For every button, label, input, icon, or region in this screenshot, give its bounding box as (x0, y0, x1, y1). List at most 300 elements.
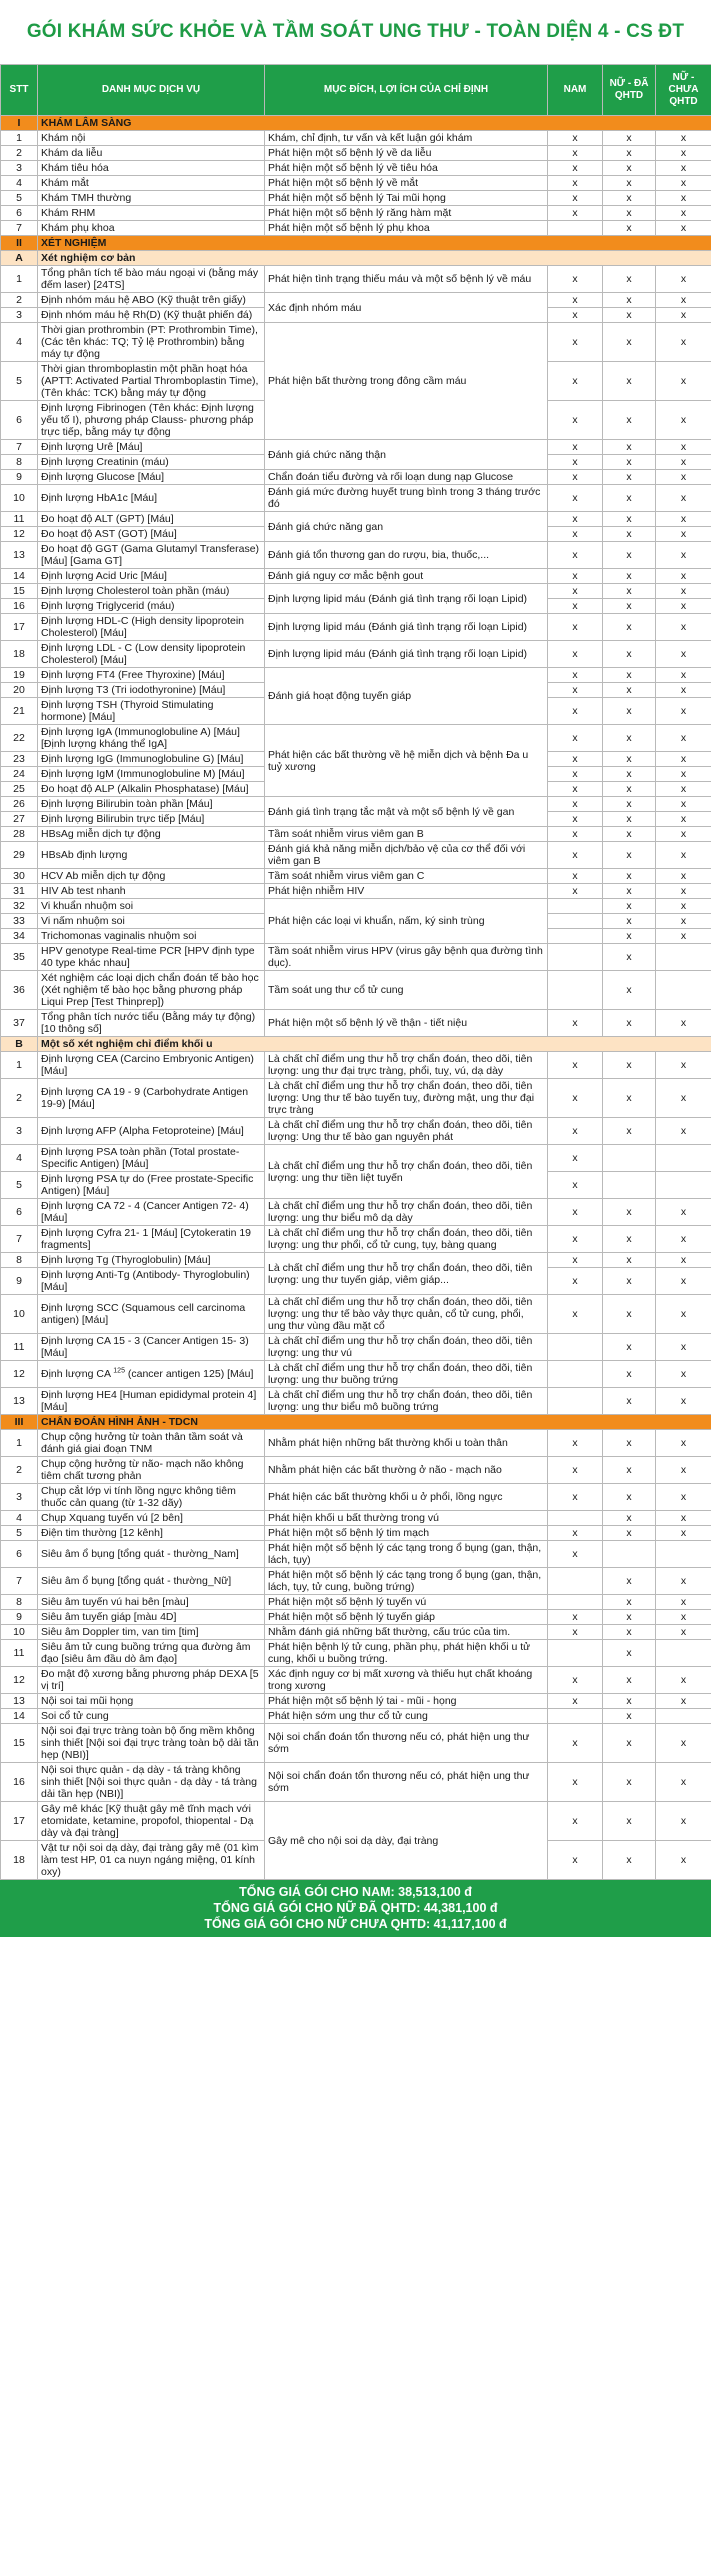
row-purpose: Đánh giá khả năng miễn dịch/bảo vệ của cơ thể đối với viêm gan B (265, 842, 548, 869)
row-mark-nam: x (548, 1268, 603, 1295)
row-mark-da: x (603, 725, 656, 752)
row-service: Tổng phân tích nước tiểu (Bằng máy tự động) [10 thông số] (38, 1010, 265, 1037)
row-service: Siêu âm Doppler tim, van tim [tim] (38, 1625, 265, 1640)
row-mark-nam: x (548, 527, 603, 542)
row-mark-da: x (603, 599, 656, 614)
row-purpose: Phát hiện một số bệnh lý tuyến giáp (265, 1610, 548, 1625)
row-purpose: Định lượng lipid máu (Đánh giá tình trạng rối loạn Lipid) (265, 641, 548, 668)
row-mark-da: x (603, 1802, 656, 1841)
row-mark-da: x (603, 971, 656, 1010)
row-mark-chua: x (656, 440, 711, 455)
row-mark-nam (548, 1388, 603, 1415)
row-mark-da: x (603, 470, 656, 485)
row-service: Xét nghiệm các loại dịch chẩn đoán tế bào học (Xét nghiệm tế bào học bằng phương pháp Liqui Prep [Test Thinprep]) (38, 971, 265, 1010)
row-mark-chua: x (656, 1841, 711, 1880)
row-stt: 13 (1, 542, 38, 569)
header-stt: STT (1, 65, 38, 116)
row-mark-nam: x (548, 131, 603, 146)
row-mark-chua: x (656, 842, 711, 869)
row-service: Tổng phân tích tế bào máu ngoại vi (bằng máy đếm laser) [24TS] (38, 266, 265, 293)
row-stt: 18 (1, 641, 38, 668)
row-purpose: Phát hiện nhiễm HIV (265, 884, 548, 899)
row-mark-chua: x (656, 1295, 711, 1334)
row-service: Đo mật độ xương bằng phương pháp DEXA [5 vị trí] (38, 1667, 265, 1694)
row-mark-chua: x (656, 1457, 711, 1484)
table-row (1, 884, 711, 899)
row-mark-da: x (603, 584, 656, 599)
row-mark-nam: x (548, 323, 603, 362)
row-mark-nam: x (548, 1172, 603, 1199)
row-mark-nam: x (548, 812, 603, 827)
row-mark-nam: x (548, 782, 603, 797)
row-mark-nam (548, 1361, 603, 1388)
row-stt: 2 (1, 1079, 38, 1118)
row-mark-da: x (603, 569, 656, 584)
row-stt: 34 (1, 929, 38, 944)
row-purpose: Định lượng lipid máu (Đánh giá tình trạng rối loạn Lipid) (265, 614, 548, 641)
row-stt: 13 (1, 1388, 38, 1415)
row-mark-da: x (603, 1079, 656, 1118)
row-service: Định lượng FT4 (Free Thyroxine) [Máu] (38, 668, 265, 683)
row-stt: 8 (1, 1595, 38, 1610)
table-row (1, 1541, 711, 1568)
row-service: Định lượng CA 15 - 3 (Cancer Antigen 15- 3) [Máu] (38, 1334, 265, 1361)
row-stt: 11 (1, 512, 38, 527)
row-mark-nam: x (548, 827, 603, 842)
table-row (1, 1052, 711, 1079)
row-mark-nam (548, 221, 603, 236)
row-stt: 23 (1, 752, 38, 767)
row-stt: 1 (1, 1052, 38, 1079)
row-purpose: Phát hiện khối u bất thường trong vú (265, 1511, 548, 1526)
row-mark-nam: x (548, 1625, 603, 1640)
row-mark-nam: x (548, 362, 603, 401)
row-mark-da: x (603, 869, 656, 884)
section-title: KHÁM LÂM SÀNG (38, 116, 711, 131)
row-mark-nam: x (548, 683, 603, 698)
row-mark-nam: x (548, 176, 603, 191)
row-mark-chua: x (656, 293, 711, 308)
row-service: Định lượng Creatinin (máu) (38, 455, 265, 470)
table-row (1, 1145, 711, 1172)
row-stt: 9 (1, 1268, 38, 1295)
row-service: Siêu âm tử cung buồng trứng qua đường âm đạo [siêu âm đầu dò âm đạo] (38, 1640, 265, 1667)
row-mark-da: x (603, 641, 656, 668)
row-service: Vi khuẩn nhuộm soi (38, 899, 265, 914)
table-row (1, 584, 711, 599)
row-purpose: Phát hiện một số bệnh lý về mắt (265, 176, 548, 191)
row-stt: 12 (1, 1667, 38, 1694)
row-service: HBsAb định lượng (38, 842, 265, 869)
table-row (1, 1457, 711, 1484)
row-mark-nam: x (548, 1694, 603, 1709)
row-mark-da: x (603, 455, 656, 470)
row-service: Vật tư nội soi dạ dày, đại tràng gây mê (01 kìm làm test HP, 01 ca nuyn ngáng miệng, 01 kính oxy) (38, 1841, 265, 1880)
row-mark-nam: x (548, 1667, 603, 1694)
table-row (1, 1226, 711, 1253)
row-service: HIV Ab test nhanh (38, 884, 265, 899)
row-stt: 27 (1, 812, 38, 827)
row-mark-chua: x (656, 929, 711, 944)
row-mark-da: x (603, 440, 656, 455)
row-stt: 15 (1, 1724, 38, 1763)
section-id: III (1, 1415, 38, 1430)
row-stt: 15 (1, 584, 38, 599)
row-mark-chua: x (656, 797, 711, 812)
row-service: Gây mê khác [Kỹ thuật gây mê tĩnh mạch với etomidate, ketamine, propofol, thiopental - Dạ dày và đại tràng] (38, 1802, 265, 1841)
row-mark-chua: x (656, 1625, 711, 1640)
section-row (1, 1415, 711, 1430)
page-title: GÓI KHÁM SỨC KHỎE VÀ TẦM SOÁT UNG THƯ - TOÀN DIỆN 4 - CS ĐT (26, 21, 685, 42)
row-mark-nam: x (548, 797, 603, 812)
row-mark-da: x (603, 1724, 656, 1763)
row-stt: 10 (1, 1295, 38, 1334)
row-mark-chua: x (656, 1484, 711, 1511)
row-mark-da: x (603, 1430, 656, 1457)
row-mark-nam (548, 1709, 603, 1724)
table-row (1, 569, 711, 584)
row-stt: 5 (1, 362, 38, 401)
row-mark-nam (548, 1568, 603, 1595)
row-mark-nam: x (548, 1010, 603, 1037)
row-service: Định lượng IgG (Immunoglobuline G) [Máu] (38, 752, 265, 767)
row-stt: 37 (1, 1010, 38, 1037)
row-mark-nam (548, 944, 603, 971)
row-mark-nam: x (548, 1145, 603, 1172)
row-stt: 11 (1, 1334, 38, 1361)
table-row (1, 1526, 711, 1541)
row-service: Siêu âm tuyến giáp [màu 4D] (38, 1610, 265, 1625)
row-mark-chua: x (656, 512, 711, 527)
row-stt: 7 (1, 440, 38, 455)
row-mark-chua: x (656, 323, 711, 362)
row-stt: 17 (1, 1802, 38, 1841)
row-mark-nam: x (548, 1079, 603, 1118)
table-row (1, 1709, 711, 1724)
row-mark-nam: x (548, 191, 603, 206)
row-purpose: Là chất chỉ điểm ung thư hỗ trợ chẩn đoán, theo dõi, tiên lượng: ung thư tiền liệt tuyến (265, 1145, 548, 1199)
row-mark-nam: x (548, 884, 603, 899)
row-mark-da: x (603, 668, 656, 683)
row-mark-da: x (603, 884, 656, 899)
row-mark-da (603, 1541, 656, 1568)
table-row (1, 1199, 711, 1226)
row-mark-da: x (603, 1595, 656, 1610)
section-title: CHẨN ĐOÁN HÌNH ẢNH - TDCN (38, 1415, 711, 1430)
row-purpose: Là chất chỉ điểm ung thư hỗ trợ chẩn đoán, theo dõi, tiên lượng: ung thư phổi, cổ tử cung, tụy, bàng quang (265, 1226, 548, 1253)
row-mark-nam: x (548, 584, 603, 599)
row-service: Định lượng IgA (Immunoglobuline A) [Máu] [Định lượng kháng thể IgA] (38, 725, 265, 752)
row-mark-chua: x (656, 569, 711, 584)
row-stt: 14 (1, 1709, 38, 1724)
row-purpose: Đánh giá mức đường huyết trung bình trong 3 tháng trước đó (265, 485, 548, 512)
row-purpose: Phát hiện bất thường trong đông cầm máu (265, 323, 548, 440)
row-mark-nam: x (548, 146, 603, 161)
row-purpose: Là chất chỉ điểm ung thư hỗ trợ chẩn đoán, theo dõi, tiên lượng: ung thư tế bào vảy thực quản, cổ tử cung, phổi, ung thư vùng đầu mặt cổ (265, 1295, 548, 1334)
row-service: Định lượng Urê [Máu] (38, 440, 265, 455)
row-mark-chua: x (656, 485, 711, 512)
row-mark-da: x (603, 1709, 656, 1724)
row-stt: 30 (1, 869, 38, 884)
row-mark-chua: x (656, 362, 711, 401)
row-mark-da: x (603, 797, 656, 812)
row-mark-da: x (603, 1511, 656, 1526)
row-mark-chua: x (656, 1253, 711, 1268)
row-mark-nam: x (548, 1763, 603, 1802)
row-mark-chua: x (656, 698, 711, 725)
table-row (1, 725, 711, 752)
row-mark-da: x (603, 914, 656, 929)
row-mark-chua: x (656, 1526, 711, 1541)
row-mark-chua (656, 1709, 711, 1724)
row-stt: 2 (1, 293, 38, 308)
row-purpose: Phát hiện các loại vi khuẩn, nấm, ký sinh trùng (265, 899, 548, 944)
row-purpose: Là chất chỉ điểm ung thư hỗ trợ chẩn đoán, theo dõi, tiên lượng: Ung thư tế bào gan nguyên phát (265, 1118, 548, 1145)
row-mark-nam: x (548, 1295, 603, 1334)
table-row (1, 221, 711, 236)
section-title: Xét nghiệm cơ bản (38, 251, 711, 266)
row-stt: 4 (1, 1511, 38, 1526)
row-mark-chua (656, 1541, 711, 1568)
row-mark-chua (656, 971, 711, 1010)
table-row (1, 668, 711, 683)
row-mark-chua: x (656, 266, 711, 293)
row-mark-nam: x (548, 161, 603, 176)
row-mark-da: x (603, 1388, 656, 1415)
row-mark-chua: x (656, 1430, 711, 1457)
row-purpose: Đánh giá chức năng gan (265, 512, 548, 542)
row-mark-nam: x (548, 401, 603, 440)
row-mark-da: x (603, 1526, 656, 1541)
row-service: Đo hoạt độ ALT (GPT) [Máu] (38, 512, 265, 527)
row-mark-chua: x (656, 725, 711, 752)
row-mark-da: x (603, 752, 656, 767)
row-stt: 33 (1, 914, 38, 929)
row-mark-da: x (603, 293, 656, 308)
row-stt: 8 (1, 1253, 38, 1268)
row-mark-da: x (603, 842, 656, 869)
row-mark-da: x (603, 1226, 656, 1253)
table-row (1, 1610, 711, 1625)
row-stt: 20 (1, 683, 38, 698)
row-service: HCV Ab miễn dịch tự động (38, 869, 265, 884)
row-mark-chua: x (656, 584, 711, 599)
table-row (1, 1763, 711, 1802)
row-service: Siêu âm ổ bụng [tổng quát - thường_Nam] (38, 1541, 265, 1568)
row-mark-chua: x (656, 1052, 711, 1079)
row-stt: 9 (1, 1610, 38, 1625)
row-purpose: Nhằm đánh giá những bất thường, cấu trúc của tim. (265, 1625, 548, 1640)
row-service: Định nhóm máu hệ ABO (Kỹ thuật trên giấy) (38, 293, 265, 308)
row-mark-nam: x (548, 668, 603, 683)
row-mark-chua: x (656, 1763, 711, 1802)
row-mark-nam: x (548, 1199, 603, 1226)
row-mark-chua: x (656, 1010, 711, 1037)
row-stt: 9 (1, 470, 38, 485)
row-purpose: Là chất chỉ điểm ung thư hỗ trợ chẩn đoán, theo dõi, tiên lượng: ung thư buồng trứng (265, 1361, 548, 1388)
row-stt: 6 (1, 1541, 38, 1568)
row-mark-nam: x (548, 641, 603, 668)
row-purpose: Phát hiện một số bệnh lý Tai mũi họng (265, 191, 548, 206)
row-stt: 1 (1, 1430, 38, 1457)
row-mark-chua: x (656, 1199, 711, 1226)
row-mark-da: x (603, 812, 656, 827)
row-mark-chua: x (656, 206, 711, 221)
row-service: Chụp cắt lớp vi tính lồng ngực không tiêm thuốc cản quang (từ 1-32 dãy) (38, 1484, 265, 1511)
price-male: TỔNG GIÁ GÓI CHO NAM: 38,513,100 đ (239, 1885, 472, 1899)
section-title: XÉT NGHIỆM (38, 236, 711, 251)
row-stt: 7 (1, 1568, 38, 1595)
row-service: Nội soi thực quản - dạ dày - tá tràng không sinh thiết [Nội soi thực quản - dạ dày - tá tràng dải tần hẹp (NBI)] (38, 1763, 265, 1802)
row-service: Định lượng CEA (Carcino Embryonic Antigen) [Máu] (38, 1052, 265, 1079)
row-mark-chua: x (656, 899, 711, 914)
row-mark-chua: x (656, 1079, 711, 1118)
row-mark-chua: x (656, 767, 711, 782)
row-purpose: Phát hiện các bất thường về hệ miễn dịch và bệnh Đa u tuỷ xương (265, 725, 548, 797)
row-service: Định lượng Acid Uric [Máu] (38, 569, 265, 584)
row-stt: 8 (1, 455, 38, 470)
table-row (1, 1640, 711, 1667)
row-service: HPV genotype Real-time PCR [HPV định type 40 type khác nhau] (38, 944, 265, 971)
services-table (0, 64, 711, 1880)
row-mark-da (603, 1145, 656, 1172)
row-purpose: Phát hiện một số bệnh lý tuyến vú (265, 1595, 548, 1610)
row-mark-chua: x (656, 1388, 711, 1415)
table-row (1, 797, 711, 812)
row-mark-da: x (603, 527, 656, 542)
table-row (1, 641, 711, 668)
row-purpose: Phát hiện một số bệnh lý tim mạch (265, 1526, 548, 1541)
row-service: Định lượng Bilirubin trực tiếp [Máu] (38, 812, 265, 827)
row-purpose: Đánh giá tình trạng tắc mật và một số bệnh lý về gan (265, 797, 548, 827)
row-service: Vi nấm nhuộm soi (38, 914, 265, 929)
row-stt: 3 (1, 308, 38, 323)
row-purpose: Định lượng lipid máu (Đánh giá tình trạng rối loạn Lipid) (265, 584, 548, 614)
row-service: Định lượng TSH (Thyroid Stimulating hormone) [Máu] (38, 698, 265, 725)
table-row (1, 1010, 711, 1037)
row-mark-nam: x (548, 1226, 603, 1253)
row-purpose: Nhằm phát hiện những bất thường khối u toàn thân (265, 1430, 548, 1457)
row-mark-nam: x (548, 440, 603, 455)
row-service: Định lượng Bilirubin toàn phần [Máu] (38, 797, 265, 812)
table-row (1, 1694, 711, 1709)
row-mark-da: x (603, 1253, 656, 1268)
row-mark-chua: x (656, 914, 711, 929)
row-service: Định lượng Tg (Thyroglobulin) [Máu] (38, 1253, 265, 1268)
row-service: Khám da liễu (38, 146, 265, 161)
row-mark-nam: x (548, 1724, 603, 1763)
row-mark-chua: x (656, 782, 711, 797)
table-row (1, 944, 711, 971)
row-mark-chua: x (656, 884, 711, 899)
row-mark-da: x (603, 1268, 656, 1295)
row-mark-chua: x (656, 752, 711, 767)
row-mark-da: x (603, 1457, 656, 1484)
row-mark-da: x (603, 767, 656, 782)
row-mark-chua: x (656, 1118, 711, 1145)
row-service: Định lượng HDL-C (High density lipoprotein Cholesterol) [Máu] (38, 614, 265, 641)
row-service: Đo hoạt độ GGT (Gama Glutamyl Transferase) [Máu] [Gama GT] (38, 542, 265, 569)
row-service: Khám RHM (38, 206, 265, 221)
row-service: Khám nội (38, 131, 265, 146)
row-mark-da: x (603, 485, 656, 512)
row-purpose: Đánh giá tổn thương gan do rượu, bia, thuốc,... (265, 542, 548, 569)
row-stt: 12 (1, 1361, 38, 1388)
row-stt: 31 (1, 884, 38, 899)
header-service: DANH MỤC DỊCH VỤ (38, 65, 265, 116)
row-mark-chua: x (656, 1595, 711, 1610)
row-mark-da: x (603, 1694, 656, 1709)
row-stt: 4 (1, 323, 38, 362)
row-service: Định lượng HbA1c [Máu] (38, 485, 265, 512)
table-row (1, 1724, 711, 1763)
row-mark-nam: x (548, 1610, 603, 1625)
row-mark-da: x (603, 614, 656, 641)
row-service: Siêu âm tuyến vú hai bên [màu] (38, 1595, 265, 1610)
section-id: B (1, 1037, 38, 1052)
row-mark-nam: x (548, 1430, 603, 1457)
table-row (1, 161, 711, 176)
table-row (1, 131, 711, 146)
row-service: Định lượng SCC (Squamous cell carcinoma antigen) [Máu] (38, 1295, 265, 1334)
row-mark-nam: x (548, 470, 603, 485)
row-mark-da: x (603, 191, 656, 206)
header-nu-da: NỮ - ĐÃ QHTD (603, 65, 656, 116)
price-footer (0, 1880, 711, 1937)
row-mark-da: x (603, 1010, 656, 1037)
table-row (1, 176, 711, 191)
row-mark-chua: x (656, 146, 711, 161)
row-service: Định lượng CA 72 - 4 (Cancer Antigen 72- 4) [Máu] (38, 1199, 265, 1226)
row-mark-nam: x (548, 512, 603, 527)
row-purpose: Xác định nhóm máu (265, 293, 548, 323)
row-mark-nam (548, 1640, 603, 1667)
row-purpose: Là chất chỉ điểm ung thư hỗ trợ chẩn đoán, theo dõi, tiên lượng: ung thư vú (265, 1334, 548, 1361)
row-stt: 32 (1, 899, 38, 914)
row-service: Định lượng CA 19 - 9 (Carbohydrate Antigen 19-9) [Máu] (38, 1079, 265, 1118)
row-stt: 4 (1, 1145, 38, 1172)
row-mark-nam: x (548, 614, 603, 641)
table-row (1, 1430, 711, 1457)
row-purpose: Phát hiện một số bệnh lý phụ khoa (265, 221, 548, 236)
row-service: Chụp cộng hưởng từ não- mạch não không tiêm chất tương phản (38, 1457, 265, 1484)
subsection-row (1, 1037, 711, 1052)
row-stt: 12 (1, 527, 38, 542)
table-row (1, 1253, 711, 1268)
table-row (1, 191, 711, 206)
row-mark-da: x (603, 266, 656, 293)
table-row (1, 971, 711, 1010)
row-mark-chua: x (656, 1334, 711, 1361)
row-service: Khám TMH thường (38, 191, 265, 206)
row-service: Khám tiêu hóa (38, 161, 265, 176)
row-purpose: Là chất chỉ điểm ung thư hỗ trợ chẩn đoán, theo dõi, tiên lượng: ung thư biểu mô buồng trứng (265, 1388, 548, 1415)
row-stt: 7 (1, 221, 38, 236)
row-mark-chua: x (656, 1361, 711, 1388)
table-row (1, 512, 711, 527)
row-service: Khám phụ khoa (38, 221, 265, 236)
row-mark-nam (548, 929, 603, 944)
row-mark-da: x (603, 146, 656, 161)
row-mark-nam: x (548, 1541, 603, 1568)
row-mark-da: x (603, 1118, 656, 1145)
row-stt: 6 (1, 1199, 38, 1226)
superscript: 125 (113, 1367, 125, 1375)
row-mark-chua: x (656, 455, 711, 470)
row-service: Thời gian prothrombin (PT: Prothrombin Time), (Các tên khác: TQ; Tỷ lệ Prothrombin) bằng máy tự động (38, 323, 265, 362)
row-stt: 3 (1, 1484, 38, 1511)
table-row (1, 1361, 711, 1388)
